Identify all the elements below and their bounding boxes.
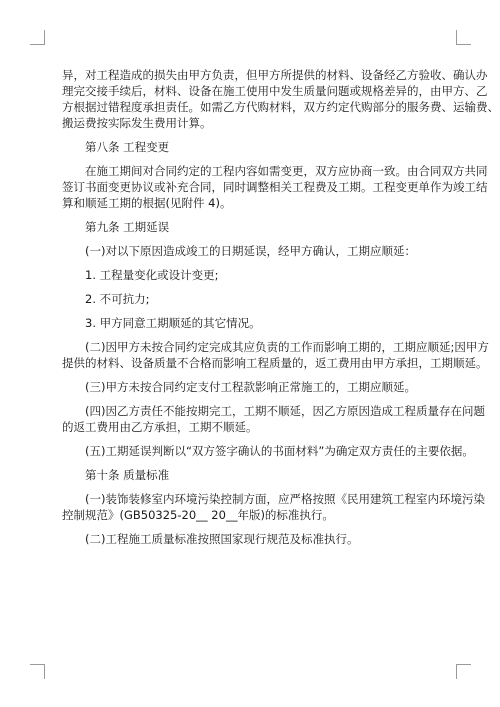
text-line: 算和顺延工期的根据(见附件 4)。 xyxy=(62,196,232,210)
document-body xyxy=(62,67,499,555)
paragraph-p11 xyxy=(62,403,485,435)
paragraph-p1 xyxy=(62,67,499,131)
paragraph-p9 xyxy=(62,339,489,371)
text-line: (二)因甲方未按合同约定完成其应负责的工作而影响工期的，工期应顺延;因甲方 xyxy=(85,340,489,354)
text-line: 第九条 工期延误 xyxy=(85,220,170,234)
text-line: 1. 工程量变化或设计变更; xyxy=(85,268,219,282)
crop-mark-top-left xyxy=(30,30,45,45)
text-line: 第八条 工程变更 xyxy=(85,140,170,154)
text-line: (五)工期延误判断以“双方签字确认的书面材料”为确定双方责任的主要依据。 xyxy=(85,444,474,458)
text-line: (四)因乙方责任不能按期完工，工期不顺延，因乙方原因造成工程质量存在问题 xyxy=(85,404,485,418)
text-line: 签订书面变更协议或补充合同，同时调整相关工程费及工期。工程变更单作为竣工结 xyxy=(62,180,488,194)
text-line: 2. 不可抗力; xyxy=(85,292,150,306)
crop-mark-bottom-left xyxy=(30,664,45,679)
paragraph-p8 xyxy=(62,315,447,331)
text-line: (二)工程施工质量标准按照国家现行规范及标准执行。 xyxy=(85,532,359,546)
text-line: 异，对工程造成的损失由甲方负责，但甲方所提供的材料、设备经乙方验收、确认办 xyxy=(62,68,488,82)
paragraph-p13 xyxy=(62,467,447,483)
text-line: 第十条 质量标准 xyxy=(85,468,170,482)
text-line: (一)装饰装修室内环境污染控制方面，应严格按照《民用建筑工程室内环境污染 xyxy=(85,492,485,506)
crop-mark-bottom-right xyxy=(456,664,471,679)
text-line: (一)对以下原因造成竣工的日期延误，经甲方确认，工期应顺延： xyxy=(85,244,416,258)
text-line: (三)甲方未按合同约定支付工程款影响正常施工的，工期应顺延。 xyxy=(85,380,416,394)
paragraph-p5 xyxy=(62,243,447,259)
paragraph-p4 xyxy=(62,219,447,235)
text-line: 提供的材料、设备质量不合格而影响工程质量的，返工费用由甲方承担，工期顺延。 xyxy=(62,356,488,370)
paragraph-p15 xyxy=(62,531,447,547)
paragraph-p2 xyxy=(62,139,447,155)
text-line: 理完交接手续后，材料、设备在施工使用中发生质量问题或规格差异的，由甲方、乙 xyxy=(62,84,488,98)
crop-mark-top-right xyxy=(456,30,471,45)
text-line: 方根据过错程度承担责任。如需乙方代购材料，双方约定代购部分的服务费、运输费、 xyxy=(62,100,499,114)
text-line: 在施工期间对合同约定的工程内容如需变更，双方应协商一致。由合同双方共同 xyxy=(85,164,488,178)
paragraph-p10 xyxy=(62,379,447,395)
paragraph-p6 xyxy=(62,267,447,283)
paragraph-p3 xyxy=(62,163,488,211)
paragraph-p7 xyxy=(62,291,447,307)
text-line: 的返工费用由乙方承担，工期不顺延。 xyxy=(62,420,258,434)
text-line: 控制规范》(GB50325-20__ 20__年版)的标准执行。 xyxy=(62,508,334,522)
text-line: 3. 甲方同意工期顺延的其它情况。 xyxy=(85,316,261,330)
paragraph-p14 xyxy=(62,491,485,523)
paragraph-p12 xyxy=(62,443,474,459)
text-line: 搬运费按实际发生费用计算。 xyxy=(62,116,212,130)
